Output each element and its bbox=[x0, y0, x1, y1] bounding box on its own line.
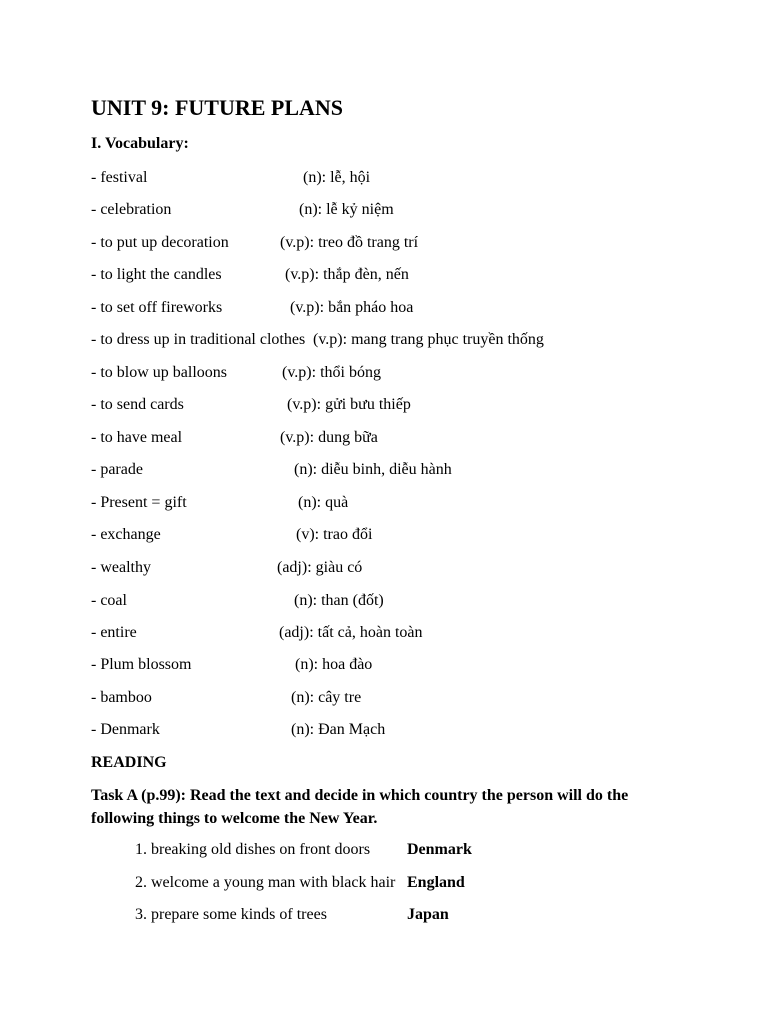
vocab-term: - wealthy bbox=[91, 559, 151, 576]
vocab-term: - exchange bbox=[91, 526, 161, 543]
vocab-term: - coal bbox=[91, 592, 127, 609]
vocab-term: - Denmark bbox=[91, 721, 160, 738]
vocab-definition: (v): trao đổi bbox=[296, 526, 373, 543]
vocab-definition: (v.p): thổi bóng bbox=[282, 364, 381, 381]
vocab-definition: (v.p): treo đồ trang trí bbox=[280, 234, 419, 251]
vocab-term: - bamboo bbox=[91, 689, 152, 706]
vocab-term: - to set off fireworks bbox=[91, 299, 223, 316]
task-item-answer: Denmark bbox=[407, 841, 472, 858]
task-a-instructions: Task A (p.99): Read the text and decide in which country the person will do the following things to welcome the New Year. bbox=[91, 787, 629, 827]
vocab-term: - to light the candles bbox=[91, 266, 222, 283]
vocab-definition: (n): diễu binh, diễu hành bbox=[294, 461, 452, 478]
vocab-term: - entire bbox=[91, 624, 137, 641]
unit-title: UNIT 9: FUTURE PLANS bbox=[91, 95, 344, 120]
vocabulary-heading: I. Vocabulary: bbox=[91, 135, 189, 152]
vocab-term: - to blow up balloons bbox=[91, 364, 227, 381]
vocab-definition: (v.p): dung bữa bbox=[280, 429, 378, 446]
reading-heading: READING bbox=[91, 754, 167, 771]
vocab-term: - festival bbox=[91, 169, 148, 186]
vocab-term: - Present = gift bbox=[91, 494, 187, 511]
task-item-text: 1. breaking old dishes on front doors bbox=[135, 841, 371, 858]
vocab-definition: (v.p): bắn pháo hoa bbox=[290, 299, 414, 316]
task-item-text: 2. welcome a young man with black hair bbox=[135, 874, 396, 891]
vocab-definition: (adj): tất cả, hoàn toàn bbox=[279, 624, 423, 641]
task-item-answer: England bbox=[407, 874, 465, 891]
vocab-term: - Plum blossom bbox=[91, 656, 192, 673]
vocab-definition: (n): lễ, hội bbox=[303, 169, 371, 186]
vocab-term: - to send cards bbox=[91, 396, 184, 413]
vocab-definition: (n): than (đốt) bbox=[294, 592, 384, 609]
vocab-definition: (adj): giàu có bbox=[277, 559, 363, 576]
vocab-term: - to dress up in traditional clothes bbox=[91, 331, 306, 348]
vocab-term: - celebration bbox=[91, 201, 172, 218]
vocab-term: - parade bbox=[91, 461, 143, 478]
vocab-definition: (v.p): mang trang phục truyền thống bbox=[313, 331, 544, 348]
vocab-term: - to have meal bbox=[91, 429, 183, 446]
vocab-definition: (n): Đan Mạch bbox=[291, 721, 386, 738]
task-item-text: 3. prepare some kinds of trees bbox=[135, 906, 327, 923]
vocab-definition: (n): lễ kỷ niệm bbox=[299, 201, 394, 218]
vocab-definition: (n): hoa đào bbox=[295, 656, 373, 673]
vocab-definition: (v.p): thắp đèn, nến bbox=[285, 266, 409, 283]
vocab-definition: (v.p): gửi bưu thiếp bbox=[287, 396, 411, 413]
vocab-definition: (n): quà bbox=[298, 494, 349, 511]
task-item-answer: Japan bbox=[407, 906, 449, 923]
vocab-definition: (n): cây tre bbox=[291, 689, 362, 706]
vocab-term: - to put up decoration bbox=[91, 234, 229, 251]
